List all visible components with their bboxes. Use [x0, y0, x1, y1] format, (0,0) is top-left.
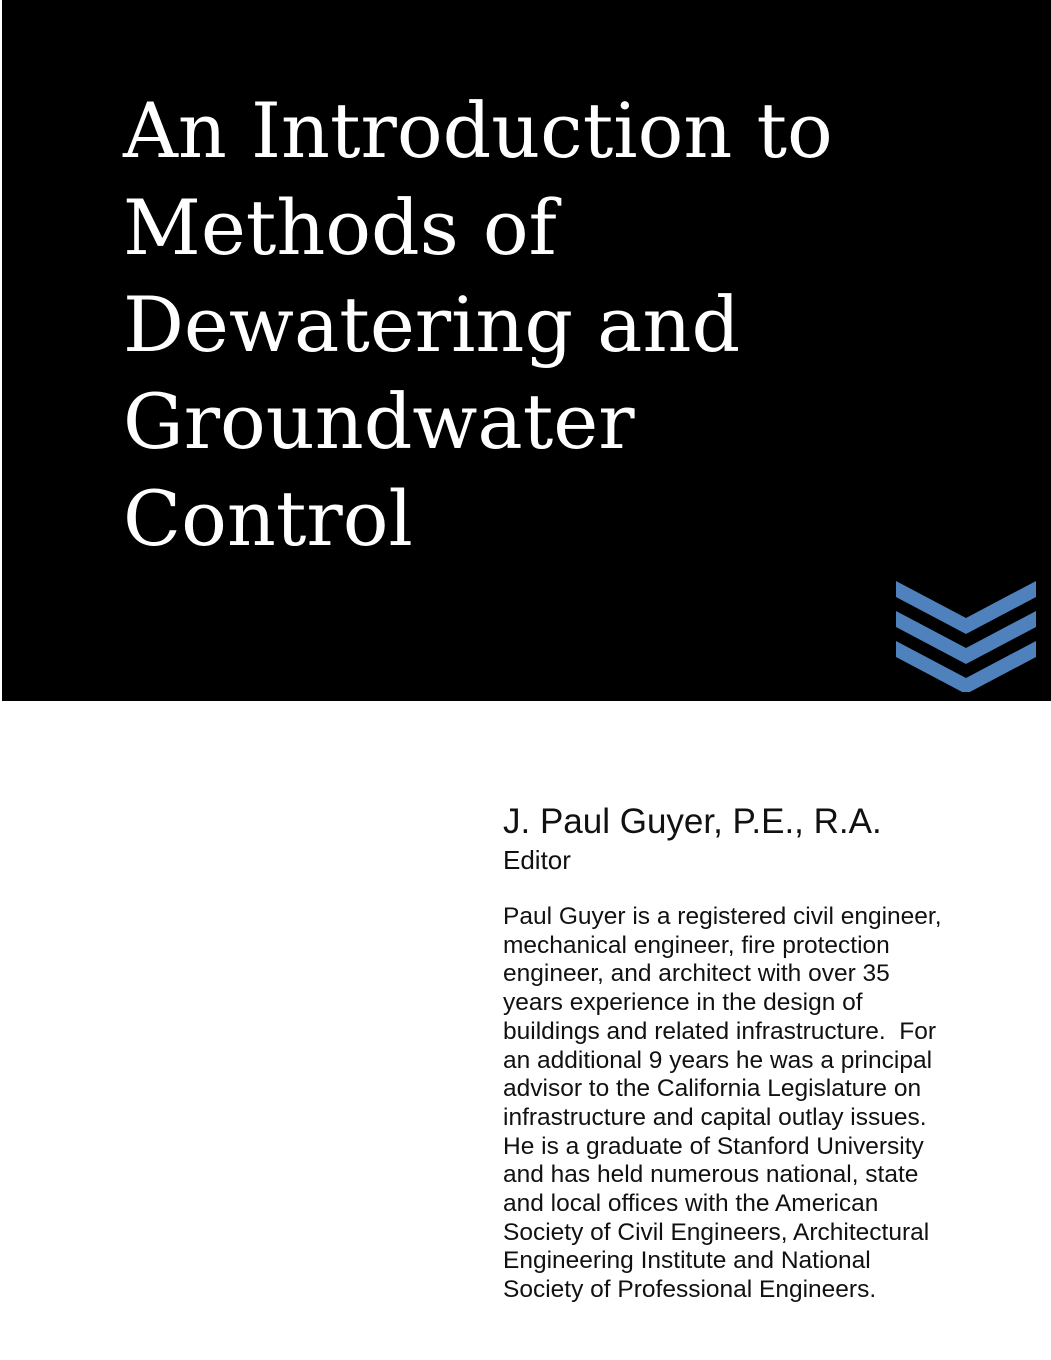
title-line: An Introduction to	[123, 86, 833, 175]
title-line: Groundwater	[123, 377, 635, 466]
title-line: Control	[123, 474, 413, 563]
bio-line: advisor to the California Legislature on	[503, 1075, 922, 1103]
bio-line: years experience in the design of	[503, 989, 863, 1017]
bio-line: and local offices with the American	[503, 1190, 879, 1218]
author-name: J. Paul Guyer, P.E., R.A.	[503, 802, 882, 841]
triple-chevron-down-icon	[893, 578, 1039, 692]
book-title	[123, 82, 833, 567]
bio-line: Engineering Institute and National	[503, 1247, 871, 1275]
title-line: Methods of	[123, 183, 557, 272]
bio-line: mechanical engineer, fire protection	[503, 931, 890, 959]
title-line: Dewatering and	[123, 280, 741, 369]
bio-line: infrastructure and capital outlay issues.	[503, 1103, 927, 1131]
bio-line: Society of Professional Engineers.	[503, 1276, 877, 1304]
bio-line: an additional 9 years he was a principal	[503, 1046, 933, 1074]
bio-line: buildings and related infrastructure. For	[503, 1017, 937, 1045]
bio-line: and has held numerous national, state	[503, 1161, 919, 1189]
author-block	[503, 800, 882, 876]
bio-line: He is a graduate of Stanford University	[503, 1132, 924, 1160]
author-role: Editor	[503, 845, 571, 875]
bio-line: Society of Civil Engineers, Architectural	[503, 1218, 930, 1246]
bio-line: Paul Guyer is a registered civil engineer,	[503, 903, 942, 930]
bio-line: engineer, and architect with over 35	[503, 960, 890, 988]
author-bio	[503, 903, 1023, 1305]
